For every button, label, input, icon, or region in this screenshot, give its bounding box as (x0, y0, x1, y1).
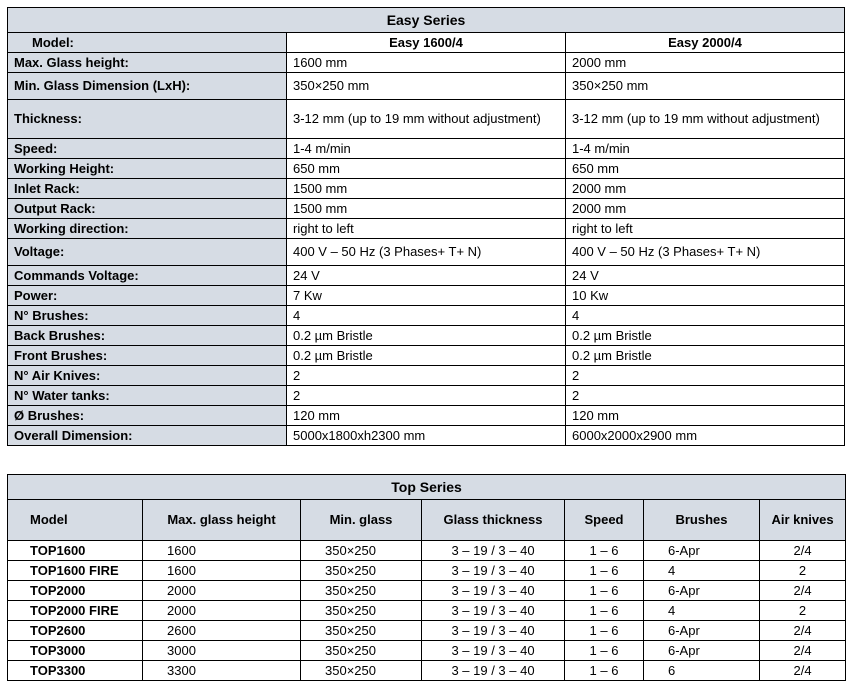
top-cell-value: 3000 (143, 641, 301, 661)
top-cell-value: 1 – 6 (565, 621, 644, 641)
easy-spec-value: 4 (566, 306, 845, 326)
easy-spec-value: 0.2 µm Bristle (287, 346, 566, 366)
easy-spec-label: Output Rack: (8, 199, 287, 219)
top-cell-value: 2000 (143, 601, 301, 621)
top-model-name: TOP1600 (8, 541, 143, 561)
easy-spec-value: 1500 mm (287, 179, 566, 199)
easy-spec-label: Power: (8, 286, 287, 306)
top-model-name: TOP2000 FIRE (8, 601, 143, 621)
easy-series-spec-rows (8, 53, 845, 446)
top-series-row (8, 581, 846, 601)
top-cell-value: 2/4 (760, 621, 846, 641)
easy-spec-row (8, 306, 845, 326)
easy-spec-row (8, 386, 845, 406)
top-cell-value: 350×250 (301, 541, 422, 561)
top-cell-value: 1 – 6 (565, 641, 644, 661)
top-series-row (8, 601, 846, 621)
top-cell-value: 2 (760, 601, 846, 621)
easy-spec-label: N° Brushes: (8, 306, 287, 326)
easy-spec-label: N° Air Knives: (8, 366, 287, 386)
easy-spec-value: 2 (287, 366, 566, 386)
top-cell-value: 1 – 6 (565, 541, 644, 561)
easy-spec-row (8, 286, 845, 306)
top-column-header: Model (8, 500, 143, 541)
top-series-row (8, 541, 846, 561)
easy-spec-value: 350×250 mm (566, 73, 845, 100)
easy-spec-row (8, 100, 845, 139)
easy-spec-value: 3-12 mm (up to 19 mm without adjustment) (566, 100, 845, 139)
easy-spec-value: 350×250 mm (287, 73, 566, 100)
easy-spec-row (8, 326, 845, 346)
easy-spec-value: 5000x1800xh2300 mm (287, 426, 566, 446)
easy-spec-value: right to left (566, 219, 845, 239)
easy-spec-value: 2 (566, 366, 845, 386)
top-cell-value: 3 – 19 / 3 – 40 (422, 541, 565, 561)
top-cell-value: 6-Apr (644, 621, 760, 641)
easy-spec-value: 650 mm (287, 159, 566, 179)
easy-spec-value: 400 V – 50 Hz (3 Phases+ T+ N) (287, 239, 566, 266)
easy-spec-value: 2000 mm (566, 179, 845, 199)
easy-spec-label: Front Brushes: (8, 346, 287, 366)
easy-spec-label: Working Height: (8, 159, 287, 179)
easy-spec-value: 7 Kw (287, 286, 566, 306)
easy-spec-value: 1600 mm (287, 53, 566, 73)
easy-spec-label: Speed: (8, 139, 287, 159)
easy-spec-value: 1-4 m/min (566, 139, 845, 159)
top-cell-value: 6-Apr (644, 541, 760, 561)
easy-spec-row (8, 239, 845, 266)
top-cell-value: 3 – 19 / 3 – 40 (422, 581, 565, 601)
top-series-row (8, 561, 846, 581)
easy-spec-label: Min. Glass Dimension (LxH): (8, 73, 287, 100)
top-cell-value: 1 – 6 (565, 661, 644, 681)
easy-spec-label: Voltage: (8, 239, 287, 266)
easy-spec-value: 10 Kw (566, 286, 845, 306)
top-cell-value: 2 (760, 561, 846, 581)
easy-spec-row (8, 139, 845, 159)
top-cell-value: 3 – 19 / 3 – 40 (422, 641, 565, 661)
top-cell-value: 1 – 6 (565, 601, 644, 621)
easy-spec-value: 4 (287, 306, 566, 326)
top-cell-value: 1600 (143, 541, 301, 561)
easy-spec-value: 0.2 µm Bristle (566, 346, 845, 366)
top-cell-value: 6-Apr (644, 641, 760, 661)
top-series-row (8, 641, 846, 661)
easy-spec-row (8, 219, 845, 239)
easy-series-title: Easy Series (8, 8, 845, 33)
top-cell-value: 3300 (143, 661, 301, 681)
top-model-name: TOP3000 (8, 641, 143, 661)
easy-spec-row (8, 179, 845, 199)
top-cell-value: 4 (644, 601, 760, 621)
easy-spec-value: 120 mm (566, 406, 845, 426)
top-model-name: TOP2600 (8, 621, 143, 641)
easy-spec-row (8, 266, 845, 286)
top-series-row (8, 661, 846, 681)
top-cell-value: 6-Apr (644, 581, 760, 601)
easy-series-table (7, 7, 845, 446)
top-column-header: Glass thickness (422, 500, 565, 541)
top-cell-value: 2600 (143, 621, 301, 641)
easy-spec-value: 2 (566, 386, 845, 406)
top-cell-value: 1 – 6 (565, 561, 644, 581)
top-column-header: Max. glass height (143, 500, 301, 541)
easy-spec-value: 650 mm (566, 159, 845, 179)
top-column-header: Speed (565, 500, 644, 541)
top-series-table (7, 474, 846, 681)
top-cell-value: 350×250 (301, 661, 422, 681)
easy-spec-label: Ø Brushes: (8, 406, 287, 426)
top-cell-value: 1600 (143, 561, 301, 581)
easy-spec-value: 1500 mm (287, 199, 566, 219)
easy-spec-value: 400 V – 50 Hz (3 Phases+ T+ N) (566, 239, 845, 266)
easy-spec-value: 0.2 µm Bristle (566, 326, 845, 346)
model-label: Model: (8, 33, 287, 53)
model-name-easy-1600: Easy 1600/4 (287, 33, 566, 53)
top-cell-value: 2/4 (760, 661, 846, 681)
easy-spec-label: Inlet Rack: (8, 179, 287, 199)
top-column-header: Min. glass (301, 500, 422, 541)
easy-spec-label: N° Water tanks: (8, 386, 287, 406)
easy-spec-row (8, 426, 845, 446)
easy-spec-value: right to left (287, 219, 566, 239)
top-cell-value: 350×250 (301, 601, 422, 621)
top-model-name: TOP2000 (8, 581, 143, 601)
top-model-name: TOP3300 (8, 661, 143, 681)
top-cell-value: 350×250 (301, 641, 422, 661)
easy-spec-row (8, 159, 845, 179)
easy-spec-value: 6000x2000x2900 mm (566, 426, 845, 446)
easy-spec-value: 120 mm (287, 406, 566, 426)
easy-series-title-row (8, 8, 845, 33)
top-cell-value: 2/4 (760, 641, 846, 661)
easy-spec-row (8, 53, 845, 73)
easy-spec-label: Working direction: (8, 219, 287, 239)
easy-spec-value: 24 V (287, 266, 566, 286)
top-series-title: Top Series (8, 475, 846, 500)
easy-spec-label: Back Brushes: (8, 326, 287, 346)
top-cell-value: 3 – 19 / 3 – 40 (422, 601, 565, 621)
top-cell-value: 2/4 (760, 541, 846, 561)
easy-spec-row (8, 366, 845, 386)
easy-spec-label: Commands Voltage: (8, 266, 287, 286)
top-cell-value: 3 – 19 / 3 – 40 (422, 661, 565, 681)
top-column-header: Air knives (760, 500, 846, 541)
top-column-header: Brushes (644, 500, 760, 541)
easy-spec-value: 2000 mm (566, 53, 845, 73)
top-cell-value: 4 (644, 561, 760, 581)
top-series-row (8, 621, 846, 641)
top-cell-value: 6 (644, 661, 760, 681)
top-series-header-row (8, 500, 846, 541)
easy-spec-label: Thickness: (8, 100, 287, 139)
easy-spec-row (8, 346, 845, 366)
easy-spec-value: 0.2 µm Bristle (287, 326, 566, 346)
easy-spec-row (8, 73, 845, 100)
easy-spec-value: 2000 mm (566, 199, 845, 219)
easy-spec-value: 1-4 m/min (287, 139, 566, 159)
top-series-title-row (8, 475, 846, 500)
easy-spec-value: 2 (287, 386, 566, 406)
top-cell-value: 3 – 19 / 3 – 40 (422, 561, 565, 581)
model-name-easy-2000: Easy 2000/4 (566, 33, 845, 53)
top-cell-value: 350×250 (301, 621, 422, 641)
easy-spec-row (8, 406, 845, 426)
easy-spec-label: Overall Dimension: (8, 426, 287, 446)
top-cell-value: 3 – 19 / 3 – 40 (422, 621, 565, 641)
easy-spec-value: 3-12 mm (up to 19 mm without adjustment) (287, 100, 566, 139)
top-model-name: TOP1600 FIRE (8, 561, 143, 581)
easy-series-model-row (8, 33, 845, 53)
easy-spec-row (8, 199, 845, 219)
top-cell-value: 1 – 6 (565, 581, 644, 601)
easy-spec-value: 24 V (566, 266, 845, 286)
top-series-data-rows (8, 541, 846, 681)
top-cell-value: 350×250 (301, 581, 422, 601)
top-cell-value: 2/4 (760, 581, 846, 601)
top-cell-value: 2000 (143, 581, 301, 601)
top-cell-value: 350×250 (301, 561, 422, 581)
easy-spec-label: Max. Glass height: (8, 53, 287, 73)
